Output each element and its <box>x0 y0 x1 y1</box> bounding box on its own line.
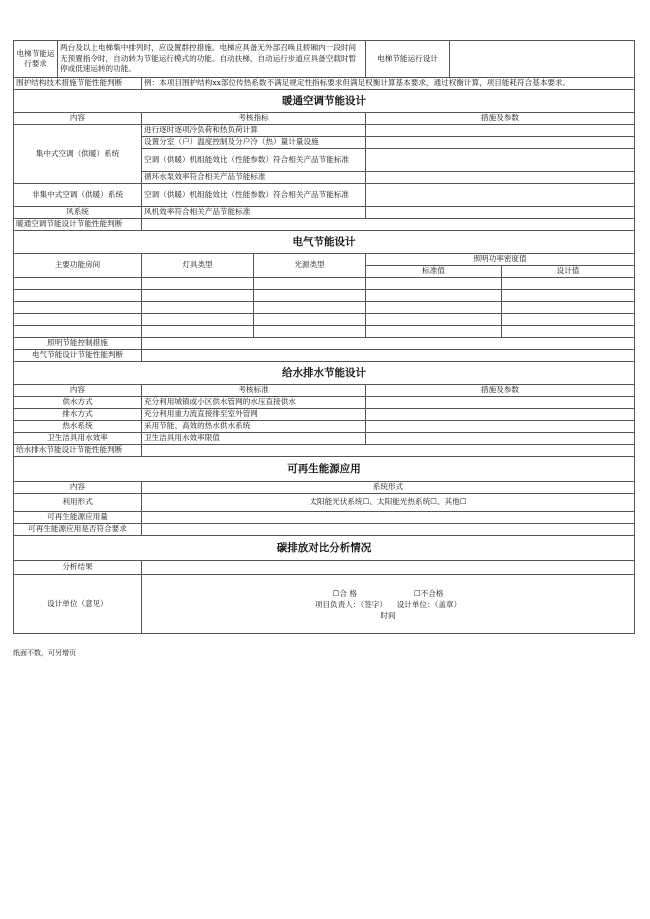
hvac-wind-label: 风系统 <box>14 207 142 219</box>
water-row <box>14 409 635 421</box>
hvac-central-value[interactable] <box>366 149 635 172</box>
renewable-comply-value[interactable] <box>142 524 635 536</box>
elevator-row <box>14 41 635 78</box>
elevator-label: 电梯节能运行要求 <box>14 41 58 78</box>
form-table <box>13 40 635 634</box>
water-title: 给水排水节能设计 <box>14 362 635 385</box>
elevator-text: 两台及以上电梯集中排列时，应设置群控措施。电梯应具备无外部召唤且轿厢内一段时间无预置指令时，自动转为节能运行模式的功能。自动扶梯、自动运行步道应具备空载时暂停或低速运转的功能。 <box>58 41 366 78</box>
hvac-judge-value[interactable] <box>142 219 635 231</box>
renewable-use-text[interactable]: 太阳能光伏系统☐、太阳能光热系统☐、其他☐ <box>142 494 635 512</box>
carbon-unit-row <box>14 575 635 634</box>
electric-blank-row[interactable] <box>14 278 635 290</box>
carbon-verdict-line <box>144 588 632 599</box>
hvac-central-item: 进行逐时逐项冷负荷和热负荷计算 <box>142 125 366 137</box>
renewable-header-content: 内容 <box>14 482 142 494</box>
electric-blank-row[interactable] <box>14 314 635 326</box>
hvac-section <box>14 90 635 113</box>
water-row-text: 卫生洁具用水效率限值 <box>142 433 366 445</box>
carbon-unit-opinion <box>142 575 635 634</box>
hvac-central-value[interactable] <box>366 125 635 137</box>
hvac-wind-row <box>14 207 635 219</box>
carbon-title: 碳排放对比分析情况 <box>14 536 635 561</box>
electric-header-row <box>14 254 635 266</box>
electric-subheader-design: 设计值 <box>502 266 635 278</box>
electric-header-room: 主要功能房间 <box>14 254 142 278</box>
electric-judge-row <box>14 350 635 362</box>
water-row-text: 充分利用重力流直接排至室外管网 <box>142 409 366 421</box>
electric-judge-label: 电气节能设计节能性能判断 <box>14 350 142 362</box>
energy-design-form <box>13 40 634 634</box>
electric-section <box>14 231 635 254</box>
water-row-value[interactable] <box>366 433 635 445</box>
hvac-wind-value[interactable] <box>366 207 635 219</box>
carbon-sign-line: 项目负责人：（签字） 设计单位：（盖章） <box>314 599 462 609</box>
elevator-design-value[interactable] <box>450 41 635 78</box>
hvac-header-index: 考核指标 <box>142 113 366 125</box>
renewable-amount-label: 可再生能源应用量 <box>14 512 142 524</box>
carbon-pass-checkbox[interactable]: ☐合 格 <box>332 588 357 598</box>
hvac-central-item: 循环水泵效率符合相关产品节能标准 <box>142 172 366 184</box>
renewable-amount-row <box>14 512 635 524</box>
water-row-value[interactable] <box>366 409 635 421</box>
water-row-label: 热水系统 <box>14 421 142 433</box>
hvac-header-content: 内容 <box>14 113 142 125</box>
footnote: 纸面不数，可另增页 <box>13 649 76 657</box>
hvac-header-measure: 措施及参数 <box>366 113 635 125</box>
electric-control-label: 照明节能控制措施 <box>14 338 142 350</box>
water-row-value[interactable] <box>366 421 635 433</box>
water-row <box>14 397 635 409</box>
water-row <box>14 421 635 433</box>
water-header-content: 内容 <box>14 385 142 397</box>
renewable-use-row <box>14 494 635 512</box>
hvac-noncentral-item: 空调（供暖）机组能效比（性能参数）符合相关产品节能标准 <box>142 184 366 207</box>
renewable-title: 可再生能源应用 <box>14 457 635 482</box>
electric-subheader-standard: 标准值 <box>366 266 502 278</box>
hvac-judge-label: 暖通空调节能设计节能性能判断 <box>14 219 142 231</box>
electric-header-source: 光源类型 <box>254 254 366 278</box>
renewable-header-row <box>14 482 635 494</box>
renewable-section <box>14 457 635 482</box>
electric-control-value[interactable] <box>142 338 635 350</box>
renewable-comply-label: 可再生能源应用是否符合要求 <box>14 524 142 536</box>
elevator-design-label: 电梯节能运行设计 <box>366 41 450 78</box>
water-judge-row <box>14 445 635 457</box>
carbon-section <box>14 536 635 561</box>
water-row-label: 排水方式 <box>14 409 142 421</box>
carbon-time: 时间 <box>380 610 396 620</box>
carbon-result-value[interactable] <box>142 561 635 575</box>
renewable-use-label: 利用形式 <box>14 494 142 512</box>
water-row-label: 供水方式 <box>14 397 142 409</box>
electric-title: 电气节能设计 <box>14 231 635 254</box>
envelope-row <box>14 78 635 90</box>
hvac-central-item: 设置分室（户）温度控制及分户冷（热）量计量设施 <box>142 137 366 149</box>
hvac-central-value[interactable] <box>366 137 635 149</box>
electric-header-density: 照明功率密度值 <box>366 254 635 266</box>
hvac-wind-item: 风机效率符合相关产品节能标准 <box>142 207 366 219</box>
carbon-result-row <box>14 561 635 575</box>
water-judge-label: 给水排水节能设计节能性能判断 <box>14 445 142 457</box>
electric-blank-row[interactable] <box>14 302 635 314</box>
hvac-central-value[interactable] <box>366 172 635 184</box>
renewable-header-form: 系统形式 <box>142 482 635 494</box>
water-row-text: 采用节能、高效的热水供水系统 <box>142 421 366 433</box>
hvac-noncentral-value[interactable] <box>366 184 635 207</box>
envelope-label: 围护结构技术措施节能性能判断 <box>14 78 142 90</box>
renewable-comply-row <box>14 524 635 536</box>
hvac-noncentral-label: 非集中式空调（供暖）系统 <box>14 184 142 207</box>
water-row <box>14 433 635 445</box>
hvac-title: 暖通空调节能设计 <box>14 90 635 113</box>
hvac-header-row <box>14 113 635 125</box>
renewable-amount-value[interactable] <box>142 512 635 524</box>
envelope-text: 例：本项目围护结构xx部位传热系数不满足规定性指标要求但满足权衡计算基本要求，通过权衡计算，项目能耗符合基本要求。 <box>142 78 635 90</box>
water-header-row <box>14 385 635 397</box>
hvac-central-label: 集中式空调（供暖）系统 <box>14 125 142 184</box>
water-row-value[interactable] <box>366 397 635 409</box>
carbon-unit-label: 设计单位（意见） <box>14 575 142 634</box>
electric-blank-row[interactable] <box>14 326 635 338</box>
electric-control-row <box>14 338 635 350</box>
water-row-text: 充分利用城镇或小区供水管网的水压直接供水 <box>142 397 366 409</box>
water-judge-value[interactable] <box>142 445 635 457</box>
water-header-measure: 措施及参数 <box>366 385 635 397</box>
water-section <box>14 362 635 385</box>
water-header-standard: 考核标准 <box>142 385 366 397</box>
hvac-judge-row <box>14 219 635 231</box>
hvac-noncentral-row <box>14 184 635 207</box>
carbon-result-label: 分析结果 <box>14 561 142 575</box>
hvac-central-item: 空调（供暖）机组能效比（性能参数）符合相关产品节能标准 <box>142 149 366 172</box>
electric-header-lamp: 灯具类型 <box>142 254 254 278</box>
electric-judge-value[interactable] <box>142 350 635 362</box>
carbon-fail-checkbox[interactable]: ☐不合格 <box>413 588 444 598</box>
hvac-central-row <box>14 125 635 137</box>
electric-blank-row[interactable] <box>14 290 635 302</box>
water-row-label: 卫生洁具用水效率 <box>14 433 142 445</box>
